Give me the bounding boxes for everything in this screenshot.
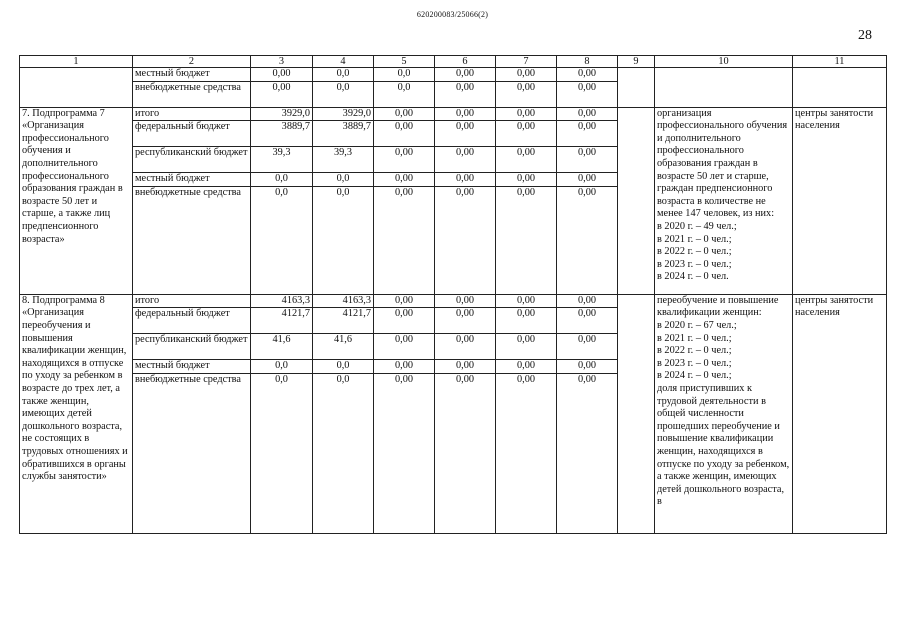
value-cell: 0,00 (557, 334, 618, 360)
funding-source: итого (133, 107, 251, 121)
value-cell: 0,00 (496, 107, 557, 121)
value-cell: 0,00 (374, 334, 435, 360)
value-cell: 0,00 (374, 360, 435, 374)
value-cell: 41,6 (251, 334, 313, 360)
value-cell: 0,0 (313, 173, 374, 187)
value-cell: 0,00 (435, 173, 496, 187)
empty-cell (618, 107, 655, 294)
header-cell: 4 (313, 56, 374, 68)
funding-source: республиканский бюджет (133, 147, 251, 173)
header-cell: 7 (496, 56, 557, 68)
program-title-cell (20, 68, 133, 108)
funding-source: внебюджетные средства (133, 186, 251, 294)
value-cell: 0,0 (313, 81, 374, 107)
indicator-cell (655, 107, 793, 294)
value-cell: 0,00 (435, 294, 496, 308)
value-cell: 41,6 (313, 334, 374, 360)
header-cell: 1 (20, 56, 133, 68)
value-cell: 0,00 (374, 186, 435, 294)
value-cell: 0,00 (496, 121, 557, 147)
value-cell: 0,00 (374, 121, 435, 147)
value-cell: 0,00 (496, 81, 557, 107)
table-row (20, 294, 887, 308)
value-cell: 0,00 (435, 360, 496, 374)
value-cell: 0,00 (496, 294, 557, 308)
funding-source: местный бюджет (133, 68, 251, 82)
value-cell: 0,0 (374, 68, 435, 82)
value-cell: 0,00 (435, 147, 496, 173)
value-cell: 0,00 (557, 173, 618, 187)
value-cell: 0,0 (251, 373, 313, 533)
value-cell: 0,00 (496, 68, 557, 82)
value-cell: 3889,7 (313, 121, 374, 147)
value-cell: 0,00 (557, 373, 618, 533)
program-title-cell: 7. Подпрограмма 7 «Организация профессионального обучения и дополнительного профессионального образования граждан в возрасте 50 лет и старше, а также лиц предпенсионного возраста» (20, 107, 133, 294)
value-cell: 4121,7 (251, 308, 313, 334)
header-cell: 3 (251, 56, 313, 68)
header-cell: 6 (435, 56, 496, 68)
value-cell: 0,00 (496, 373, 557, 533)
value-cell: 0,00 (435, 373, 496, 533)
value-cell: 0,00 (557, 147, 618, 173)
header-cell: 2 (133, 56, 251, 68)
funding-source: федеральный бюджет (133, 121, 251, 147)
value-cell: 0,00 (435, 68, 496, 82)
value-cell: 0,00 (374, 147, 435, 173)
value-cell: 3929,0 (313, 107, 374, 121)
value-cell: 0,00 (557, 360, 618, 374)
value-cell: 4121,7 (313, 308, 374, 334)
value-cell: 0,00 (435, 186, 496, 294)
value-cell: 0,00 (557, 294, 618, 308)
header-cell: 5 (374, 56, 435, 68)
value-cell: 0,0 (313, 373, 374, 533)
value-cell: 0,0 (313, 68, 374, 82)
value-cell: 0,00 (496, 173, 557, 187)
value-cell: 0,00 (374, 308, 435, 334)
value-cell: 4163,3 (313, 294, 374, 308)
value-cell: 4163,3 (251, 294, 313, 308)
funding-source: итого (133, 294, 251, 308)
value-cell: 0,0 (251, 173, 313, 187)
value-cell: 0,00 (435, 334, 496, 360)
indicator-cell (655, 68, 793, 108)
value-cell: 0,00 (374, 373, 435, 533)
value-cell: 0,00 (557, 308, 618, 334)
value-cell: 0,00 (496, 334, 557, 360)
value-cell: 0,00 (374, 294, 435, 308)
empty-cell (618, 68, 655, 108)
value-cell: 0,0 (374, 81, 435, 107)
value-cell: 0,0 (251, 360, 313, 374)
funding-source: внебюджетные средства (133, 81, 251, 107)
indicator-cell (655, 294, 793, 533)
value-cell: 0,00 (557, 186, 618, 294)
value-cell: 0,00 (435, 121, 496, 147)
value-cell: 3929,0 (251, 107, 313, 121)
value-cell: 0,00 (496, 186, 557, 294)
value-cell: 0,00 (374, 107, 435, 121)
header-cell: 8 (557, 56, 618, 68)
indicator-text: организация профессионального обучения и дополнительного профессионального образования граждан в возрасте 50 лет и старше, граждан предпенсионного возраста в количестве не менее 147 человек, из них: в 2020 г. – 49 чел.; в 2021 г. – 0 чел.; в 2022 г. – 0 чел.; в 2023 г. – 0 чел.; в 2024 г. – 0 чел. (657, 107, 788, 283)
header-cell: 10 (655, 56, 793, 68)
indicator-text: переобучение и повышение квалификации женщин: в 2020 г. – 67 чел.; в 2021 г. – 0 чел.; в 2022 г. – 0 чел.; в 2023 г. – 0 чел.; в 2024 г. – 0 чел.; доля приступивших к трудовой деятельности в общей численности прошедших переобучение и повышение квалификации женщин, находящихся в отпуске по уходу за ребенком, а также женщин, имеющих детей дошкольного возраста, в (657, 294, 790, 508)
budget-table (19, 55, 887, 534)
value-cell: 0,00 (251, 81, 313, 107)
value-cell: 39,3 (313, 147, 374, 173)
value-cell: 0,00 (435, 308, 496, 334)
executor-cell: центры занятости населения (793, 107, 887, 294)
executor-cell: центры занятости населения (793, 294, 887, 533)
funding-source: внебюджетные средства (133, 373, 251, 533)
funding-source: республиканский бюджет (133, 334, 251, 360)
value-cell: 0,0 (313, 360, 374, 374)
funding-source: местный бюджет (133, 360, 251, 374)
funding-source: федеральный бюджет (133, 308, 251, 334)
document-code: 620200083/25066(2) (416, 10, 489, 19)
value-cell: 0,0 (251, 186, 313, 294)
program-title-cell: 8. Подпрограмма 8 «Организация переобучения и повышения квалификации женщин, находящихся в отпуске по уходу за ребенком в возрасте до трех лет, а также женщин, имеющих детей дошкольного возраста, не состоящих в трудовых отношениях и обратившихся в органы службы занятости» (20, 294, 133, 533)
value-cell: 0,00 (557, 68, 618, 82)
table-row (20, 107, 887, 121)
value-cell: 0,0 (313, 186, 374, 294)
empty-cell (618, 294, 655, 533)
value-cell: 0,00 (557, 121, 618, 147)
funding-source: местный бюджет (133, 173, 251, 187)
value-cell: 39,3 (251, 147, 313, 173)
value-cell: 0,00 (435, 107, 496, 121)
executor-cell (793, 68, 887, 108)
value-cell: 0,00 (251, 68, 313, 82)
value-cell: 0,00 (557, 107, 618, 121)
value-cell: 0,00 (496, 147, 557, 173)
column-number-row (20, 56, 887, 68)
value-cell: 0,00 (374, 173, 435, 187)
header-cell: 11 (793, 56, 887, 68)
value-cell: 0,00 (557, 81, 618, 107)
header-cell: 9 (618, 56, 655, 68)
page-number: 28 (858, 28, 872, 43)
table-row (20, 68, 887, 82)
value-cell: 0,00 (496, 360, 557, 374)
value-cell: 0,00 (435, 81, 496, 107)
value-cell: 0,00 (496, 308, 557, 334)
value-cell: 3889,7 (251, 121, 313, 147)
